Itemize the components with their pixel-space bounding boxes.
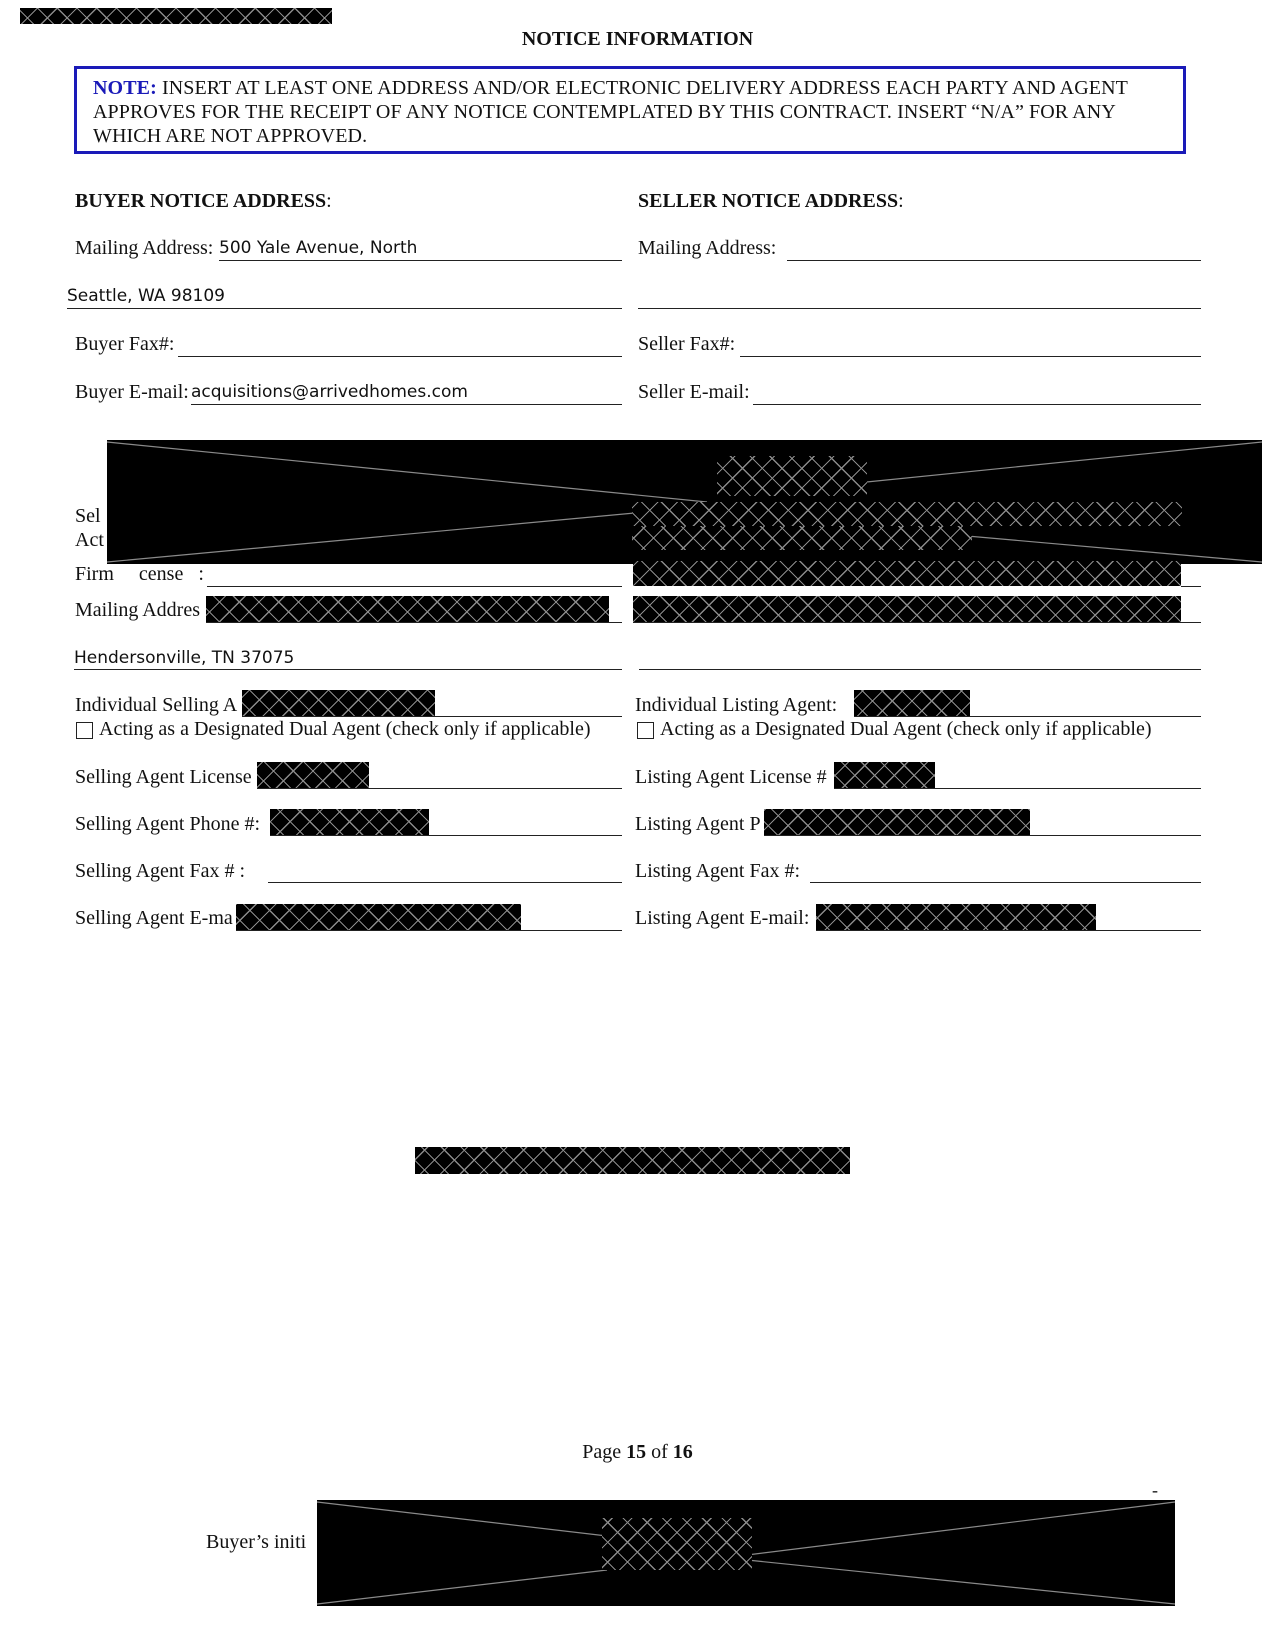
selling-mailing-label-partial: Mailing Addres	[75, 599, 200, 621]
agent-block-redaction	[107, 440, 1262, 564]
selling-mailing-redaction	[206, 596, 609, 622]
listing-dual-agent-checkbox[interactable]	[637, 722, 654, 739]
firm-license-line[interactable]	[207, 586, 622, 587]
selling-email-label: Selling Agent E-ma	[75, 907, 233, 929]
initials-redaction	[317, 1500, 1175, 1606]
individual-listing-agent-redaction	[854, 690, 970, 716]
individual-selling-agent-redaction	[242, 690, 435, 716]
listing-firm-license-line	[1181, 586, 1201, 587]
buyer-fax-line[interactable]	[178, 356, 622, 357]
seller-mailing-line[interactable]	[787, 260, 1201, 261]
selling-agent-label-partial-1: Sel	[75, 505, 101, 527]
selling-phone-line	[270, 835, 622, 836]
listing-email-line	[816, 930, 1201, 931]
selling-dual-agent-checkbox[interactable]	[76, 722, 93, 739]
page-number: Page 15 of 16	[582, 1441, 693, 1463]
buyer-heading: BUYER NOTICE ADDRESS:	[75, 190, 332, 212]
selling-license-line	[257, 788, 622, 789]
redaction-hatch-b	[632, 526, 972, 550]
firm-license-label: Firm cense :	[75, 563, 204, 585]
listing-dual-agent-label: Acting as a Designated Dual Agent (check only if applicable)	[660, 718, 1152, 740]
buyer-mailing-value[interactable]: 500 Yale Avenue, North	[219, 238, 418, 258]
buyer-email-value[interactable]: acquisitions@arrivedhomes.com	[191, 382, 468, 402]
buyer-mailing-line	[219, 260, 622, 261]
individual-listing-agent-label: Individual Listing Agent:	[635, 694, 838, 716]
buyer-email-line	[191, 404, 622, 405]
listing-license-redaction	[834, 762, 935, 788]
selling-agent-label-partial-2: Act	[75, 529, 104, 551]
listing-phone-label: Listing Agent P	[635, 813, 761, 835]
selling-fax-line[interactable]	[268, 882, 622, 883]
redaction-hatch-a	[632, 502, 1182, 526]
note-box	[74, 66, 1186, 154]
selling-mailing-line	[206, 622, 622, 623]
header-redaction	[20, 8, 332, 24]
buyer-initials-label: Buyer’s initi	[206, 1531, 307, 1553]
footer-dash-mark: -	[1152, 1480, 1158, 1500]
selling-mailing-line2-rule	[74, 669, 622, 670]
listing-phone-line	[764, 835, 1201, 836]
redaction-hatch-c	[717, 456, 867, 496]
listing-fax-label: Listing Agent Fax #:	[635, 860, 800, 882]
page-title: NOTICE INFORMATION	[521, 28, 754, 50]
listing-phone-redaction	[764, 809, 1030, 835]
buyer-mailing-line2-rule	[67, 308, 622, 309]
seller-fax-line[interactable]	[740, 356, 1201, 357]
listing-mailing-redaction	[633, 596, 1181, 622]
seller-mailing-line2[interactable]	[638, 308, 1201, 309]
selling-mailing-line2[interactable]: Hendersonville, TN 37075	[74, 648, 295, 668]
listing-license-line	[834, 788, 1201, 789]
listing-mailing-line	[633, 622, 1201, 623]
buyer-mailing-line2[interactable]: Seattle, WA 98109	[67, 286, 225, 306]
individual-selling-agent-line	[242, 716, 622, 717]
seller-heading: SELLER NOTICE ADDRESS:	[638, 190, 904, 212]
listing-mailing-line2-rule[interactable]	[639, 669, 1201, 670]
selling-license-redaction	[257, 762, 369, 788]
listing-license-label: Listing Agent License #	[635, 766, 827, 788]
selling-dual-agent-label: Acting as a Designated Dual Agent (check only if applicable)	[99, 718, 591, 740]
note-label: NOTE:	[93, 77, 157, 99]
listing-fax-line[interactable]	[810, 882, 1201, 883]
selling-license-label: Selling Agent License	[75, 766, 252, 788]
note-text	[93, 76, 1171, 148]
selling-email-redaction	[236, 904, 521, 930]
seller-email-label: Seller E-mail:	[638, 381, 750, 403]
seller-email-line[interactable]	[753, 404, 1201, 405]
note-body: INSERT AT LEAST ONE ADDRESS AND/OR ELECTRONIC DELIVERY ADDRESS EACH PARTY AND AGENT APPROVES FOR THE RECEIPT OF ANY NOTICE CONTEMPLATED BY THIS CONTRACT. INSERT “N/A” FOR ANY WHICH ARE NOT APPROVED.	[93, 77, 1128, 147]
listing-email-label: Listing Agent E-mail:	[635, 907, 810, 929]
buyer-email-label: Buyer E-mail:	[75, 381, 189, 403]
listing-email-redaction	[816, 904, 1096, 930]
listing-firm-license-redaction	[633, 561, 1181, 586]
selling-phone-redaction	[270, 809, 429, 835]
seller-mailing-label: Mailing Address:	[638, 237, 777, 259]
individual-listing-agent-line	[854, 716, 1201, 717]
seller-fax-label: Seller Fax#:	[638, 333, 736, 355]
buyer-fax-label: Buyer Fax#:	[75, 333, 175, 355]
selling-email-line	[236, 930, 622, 931]
buyer-mailing-label: Mailing Address:	[75, 237, 214, 259]
selling-fax-label: Selling Agent Fax # :	[75, 860, 245, 882]
selling-phone-label: Selling Agent Phone #:	[75, 813, 260, 835]
individual-selling-agent-label: Individual Selling A	[75, 694, 238, 716]
initials-hatch	[602, 1518, 752, 1570]
middle-redaction	[415, 1147, 850, 1174]
